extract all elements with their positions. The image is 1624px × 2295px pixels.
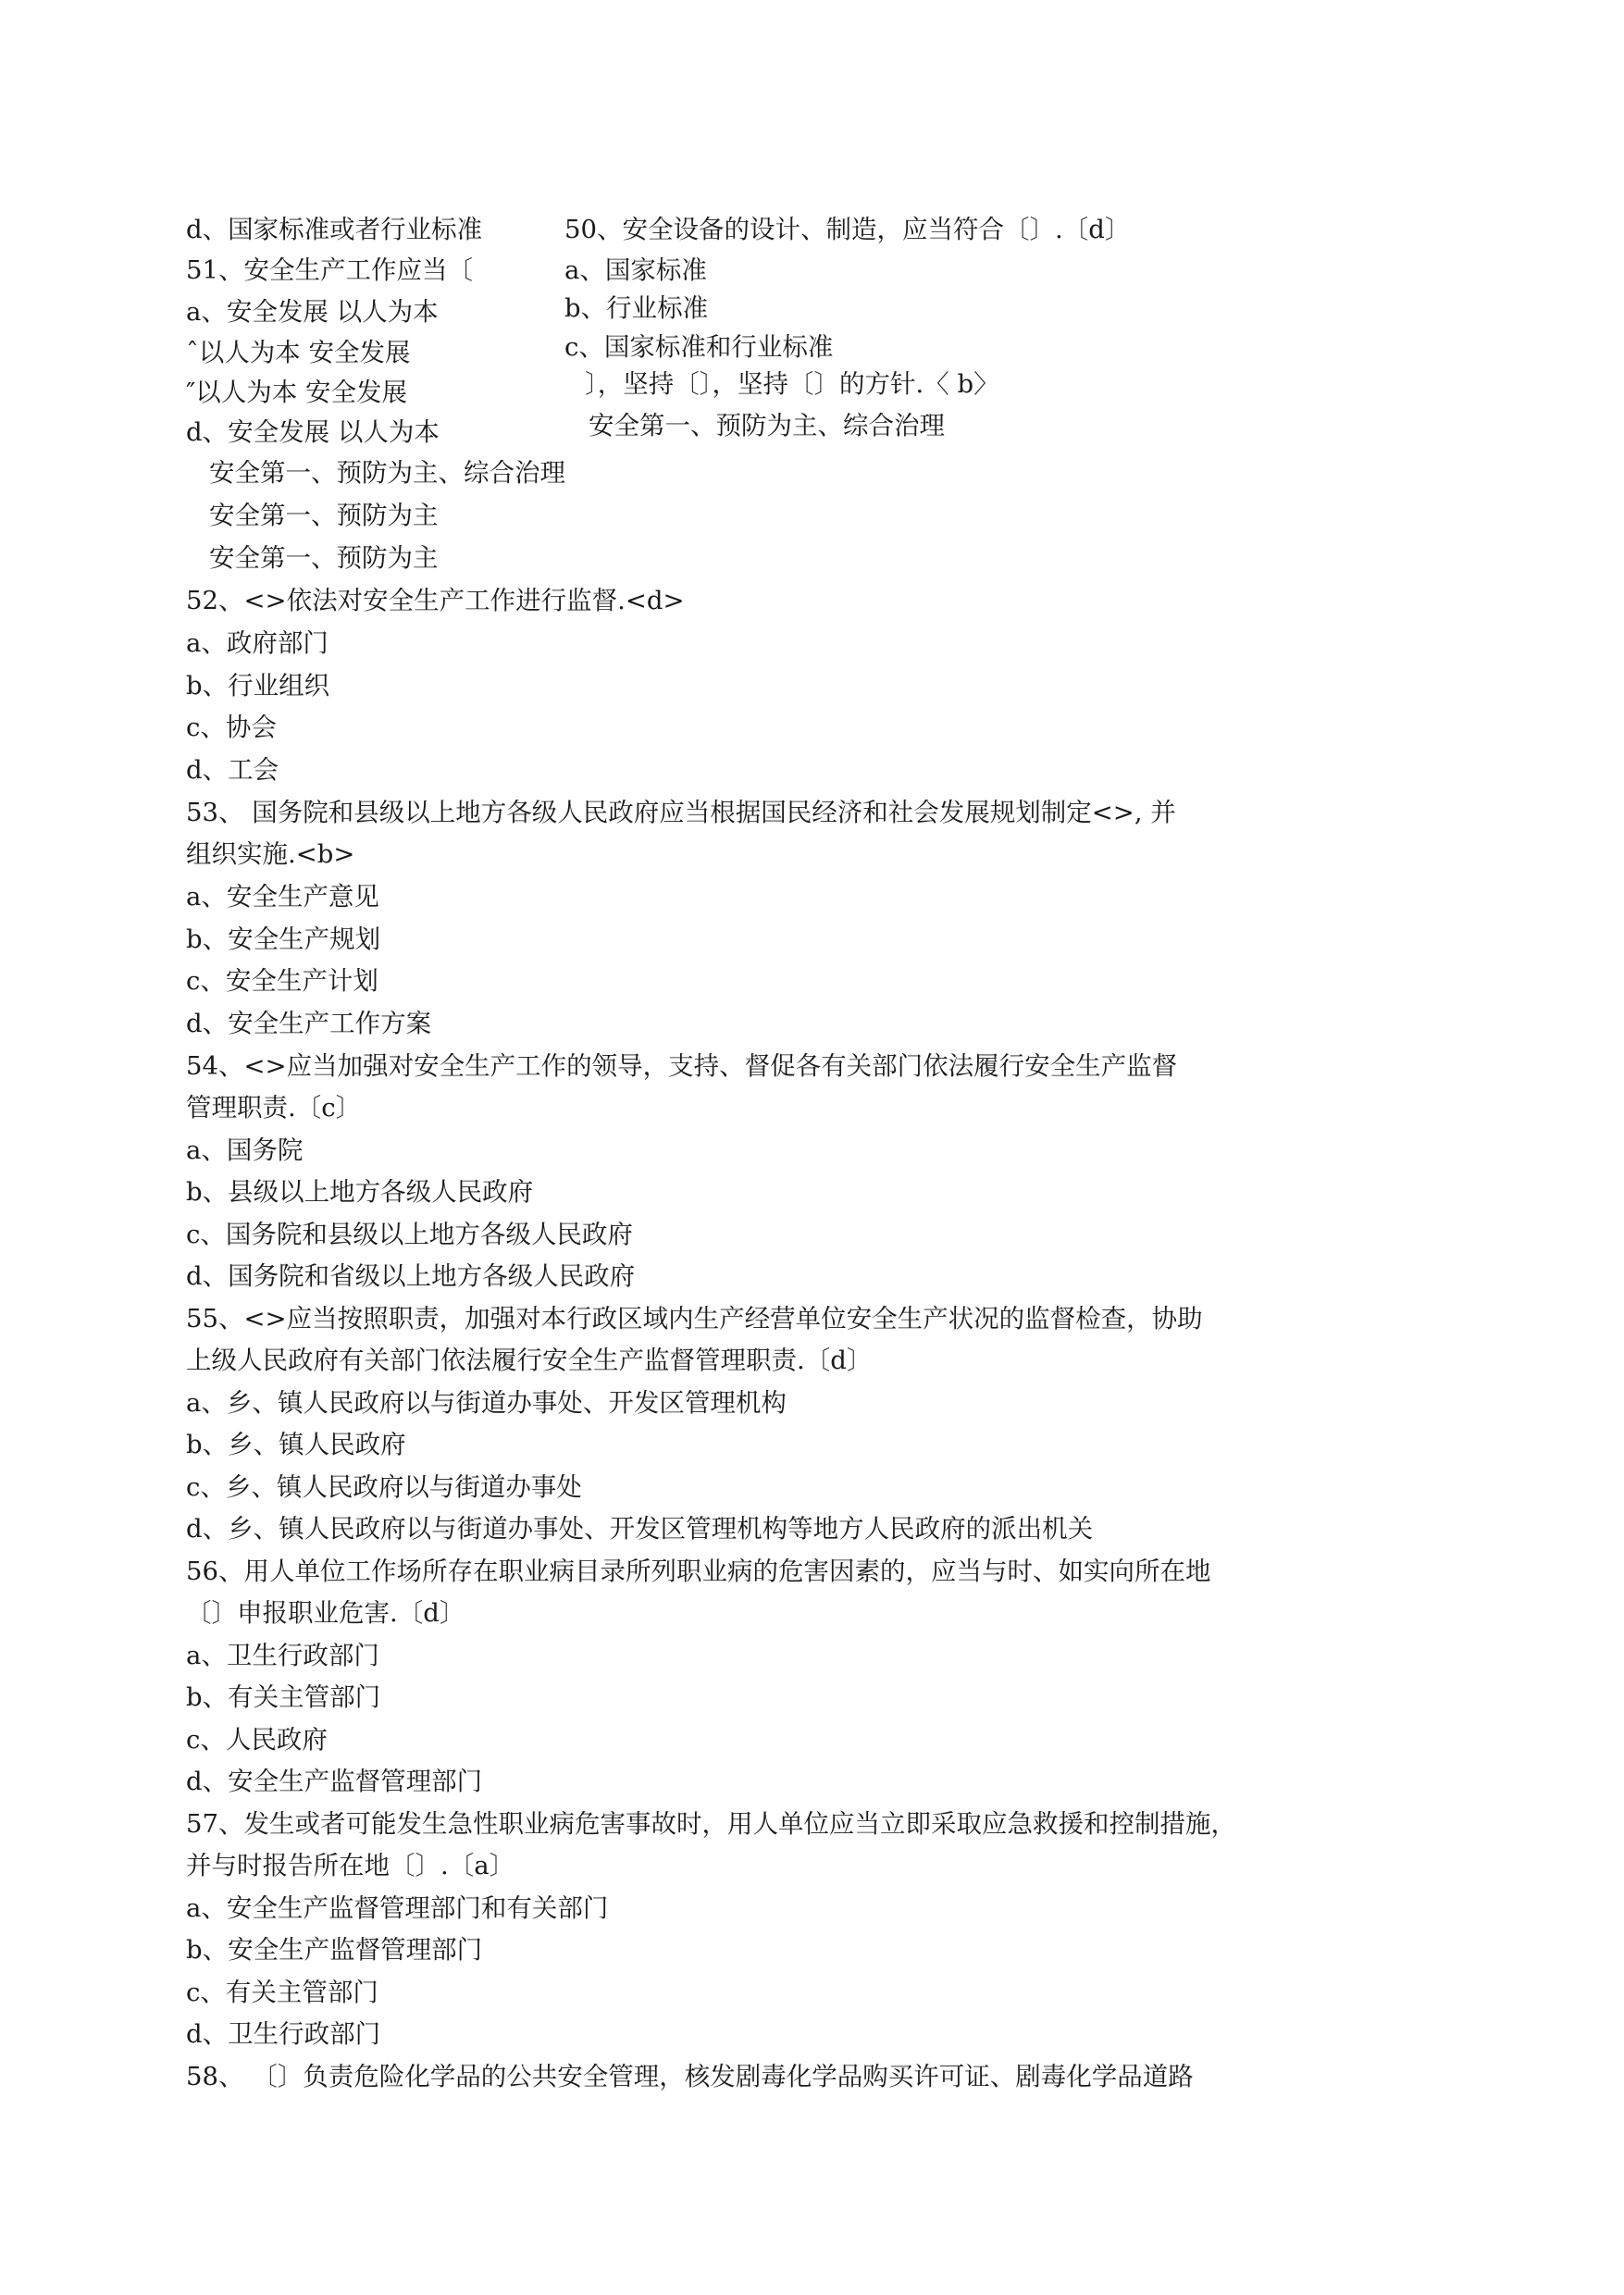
text-line: d、国务院和省级以上地方各级人民政府 [186,1261,636,1291]
text-line: 〕，坚持〔〕，坚持〔〕的方针.〈 b〉 [585,369,999,399]
text-line: d、卫生行政部门 [186,2019,381,2049]
text-line: 组织实施.<b> [186,839,355,869]
text-line: b、乡、镇人民政府 [186,1430,406,1459]
text-line: d、安全生产工作方案 [186,1009,432,1038]
text-line: c、国务院和县级以上地方各级人民政府 [186,1220,633,1249]
text-line: c、协会 [186,713,277,742]
text-line: a、国务院 [186,1135,304,1165]
text-line: ″以人为本 安全发展 [186,378,408,407]
text-line: 安全第一、预防为主 [209,543,439,573]
text-line: c、国家标准和行业标准 [564,332,834,362]
text-line: b、安全生产规划 [186,924,381,954]
question-50-stem: 50、安全设备的设计、制造，应当符合〔〕.〔d〕 [564,215,1131,244]
text-line: b、行业标准 [564,293,709,323]
text-line: b、有关主管部门 [186,1682,381,1712]
text-line: 管理职责.〔c〕 [186,1093,362,1123]
question-51-stem: 51、安全生产工作应当〔 [186,255,473,285]
text-line: 安全第一、预防为主、综合治理 [209,458,565,488]
text-line: 安全第一、预防为主 [209,501,439,530]
question-53-stem: 53、 国务院和县级以上地方各级人民政府应当根据国民经济和社会发展规划制定<>, 并 [186,798,1176,827]
text-line: a、安全生产意见 [186,882,379,912]
question-58-stem: 58、 〔〕负责危险化学品的公共安全管理，核发剧毒化学品购买许可证、剧毒化学品道路 [186,2062,1194,2091]
question-57-stem: 57、发生或者可能发生急性职业病危害事故时，用人单位应当立即采取应急救援和控制措施， [186,1809,1236,1839]
text-line: b、县级以上地方各级人民政府 [186,1177,534,1207]
text-line: 〔〕申报职业危害.〔d〕 [186,1598,465,1628]
text-line: a、国家标准 [564,255,707,285]
text-line: a、安全生产监督管理部门和有关部门 [186,1893,609,1923]
text-line: d、安全生产监督管理部门 [186,1767,483,1796]
question-55-stem: 55、<>应当按照职责，加强对本行政区域内生产经营单位安全生产状况的监督检查，协助 [186,1304,1203,1334]
text-line: b、安全生产监督管理部门 [186,1935,483,1965]
text-line: a、乡、镇人民政府以与街道办事处、开发区管理机构 [186,1388,787,1418]
text-line: 上级人民政府有关部门依法履行安全生产监督管理职责.〔d〕 [186,1346,873,1375]
text-line: c、有关主管部门 [186,1978,378,2007]
text-line: 安全第一、预防为主、综合治理 [589,411,945,440]
text-line: c、人民政府 [186,1725,328,1755]
text-line: 并与时报告所在地〔〕.〔a〕 [186,1851,515,1880]
question-52-stem: 52、<>依法对安全生产工作进行监督.<d> [186,586,685,615]
text-line: c、安全生产计划 [186,966,378,996]
text-line: c、乡、镇人民政府以与街道办事处 [186,1472,582,1502]
text-line: d、国家标准或者行业标准 [186,215,483,244]
text-line: a、安全发展 以人为本 [186,297,439,327]
text-line: a、政府部门 [186,628,329,658]
text-line: ˆ以人为本 安全发展 [186,338,411,367]
question-56-stem: 56、用人单位工作场所存在职业病目录所列职业病的危害因素的，应当与时、如实向所在地 [186,1557,1211,1586]
text-line: d、安全发展 以人为本 [186,417,440,447]
text-line: a、卫生行政部门 [186,1641,379,1670]
text-line: d、工会 [186,755,279,785]
question-54-stem: 54、<>应当加强对安全生产工作的领导，支持、督促各有关部门依法履行安全生产监督 [186,1051,1178,1081]
text-line: b、行业组织 [186,671,330,701]
text-line: d、乡、镇人民政府以与街道办事处、开发区管理机构等地方人民政府的派出机关 [186,1514,1094,1544]
